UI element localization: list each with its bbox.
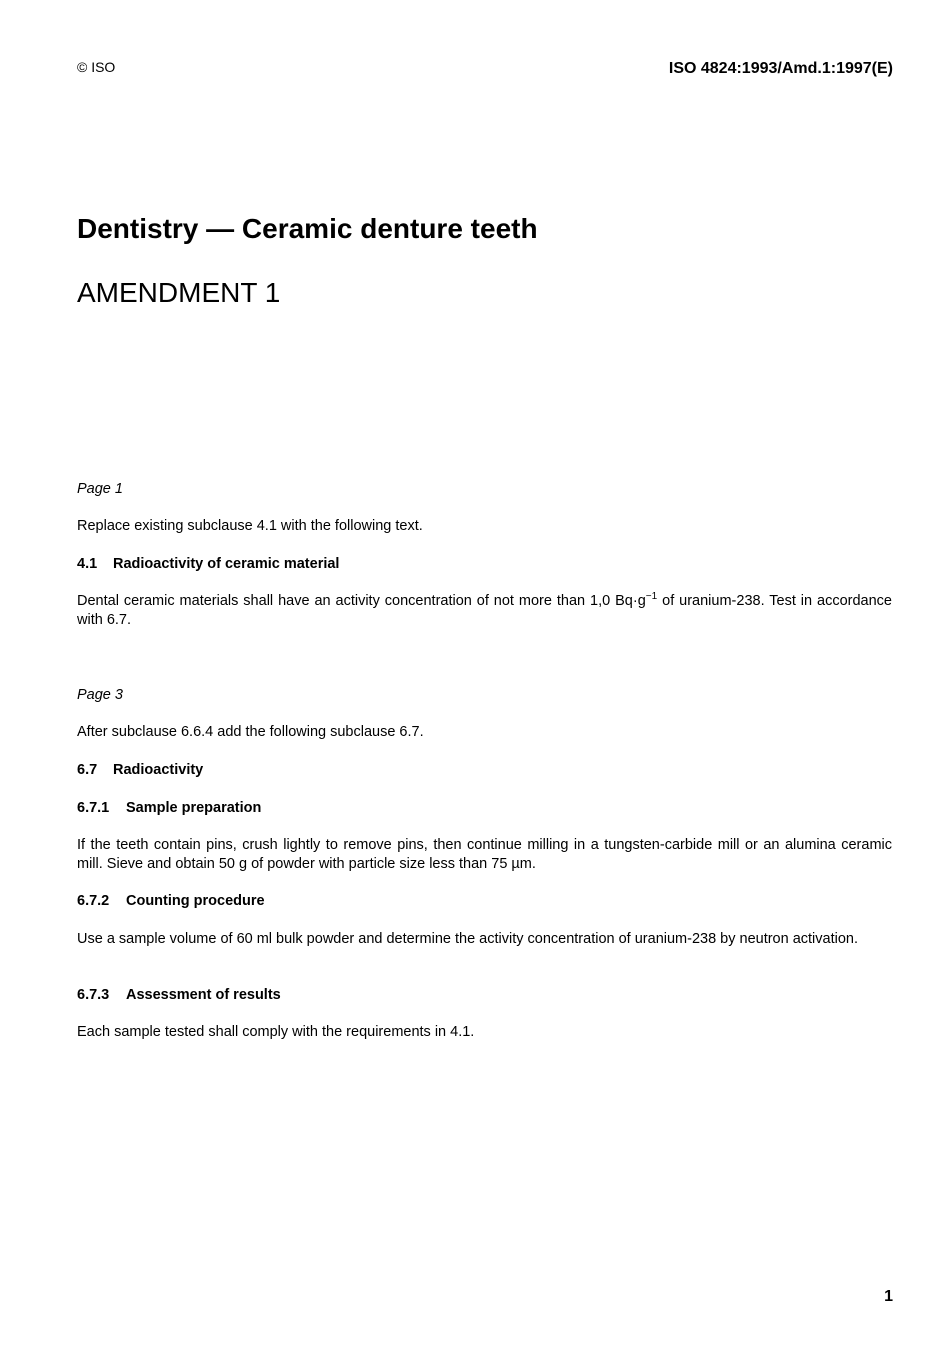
clause-body-text: Dental ceramic materials shall have an activity concentration of not more than 1,0 Bq·g (77, 593, 646, 609)
clause-number: 4.1 (77, 556, 98, 572)
copyright-notice: © ISO (77, 59, 116, 75)
exponent: −1 (645, 591, 658, 602)
page-reference-1: Page 1 (77, 481, 123, 497)
clause-heading-4-1 (77, 555, 892, 574)
clause-heading-6-7-2 (77, 892, 892, 911)
page-number: 1 (884, 1288, 893, 1305)
clause-title: Counting procedure (126, 893, 265, 909)
clause-heading-6-7 (77, 761, 892, 780)
clause-number: 6.7 (77, 762, 98, 778)
amendment-label: AMENDMENT 1 (77, 277, 281, 308)
clause-number: 6.7.3 (77, 987, 110, 1003)
clause-heading-6-7-1 (77, 799, 892, 818)
clause-title: Radioactivity (113, 762, 204, 778)
clause-title: Assessment of results (126, 987, 281, 1003)
clause-number: 6.7.1 (77, 800, 110, 816)
clause-title: Sample preparation (126, 800, 262, 816)
clause-body-6-7-3: Each sample tested shall comply with the requirements in 4.1. (77, 1024, 475, 1040)
standard-reference: ISO 4824:1993/Amd.1:1997(E) (668, 60, 893, 77)
instruction-1: Replace existing subclause 4.1 with the following text. (77, 518, 423, 534)
document-title: Dentistry — Ceramic denture teeth (77, 213, 538, 244)
clause-heading-6-7-3 (77, 986, 892, 1005)
clause-body-4-1 (77, 592, 892, 630)
instruction-2: After subclause 6.6.4 add the following subclause 6.7. (77, 724, 424, 740)
clause-body-text-cont: of uranium-238. Test in accordance with 6.7. (77, 593, 892, 628)
page-reference-3: Page 3 (77, 687, 123, 703)
clause-body-6-7-2: Use a sample volume of 60 ml bulk powder and determine the activity concentration of uranium-238 by neutron activation. (77, 931, 859, 947)
clause-body-6-7-1: If the teeth contain pins, crush lightly to remove pins, then continue milling in a tungsten-carbide mill or an alumina ceramic mill. Sieve and obtain 50 g of powder with particle size less than 75 µm. (77, 837, 892, 872)
clause-title: Radioactivity of ceramic material (113, 556, 340, 572)
clause-number: 6.7.2 (77, 893, 110, 909)
